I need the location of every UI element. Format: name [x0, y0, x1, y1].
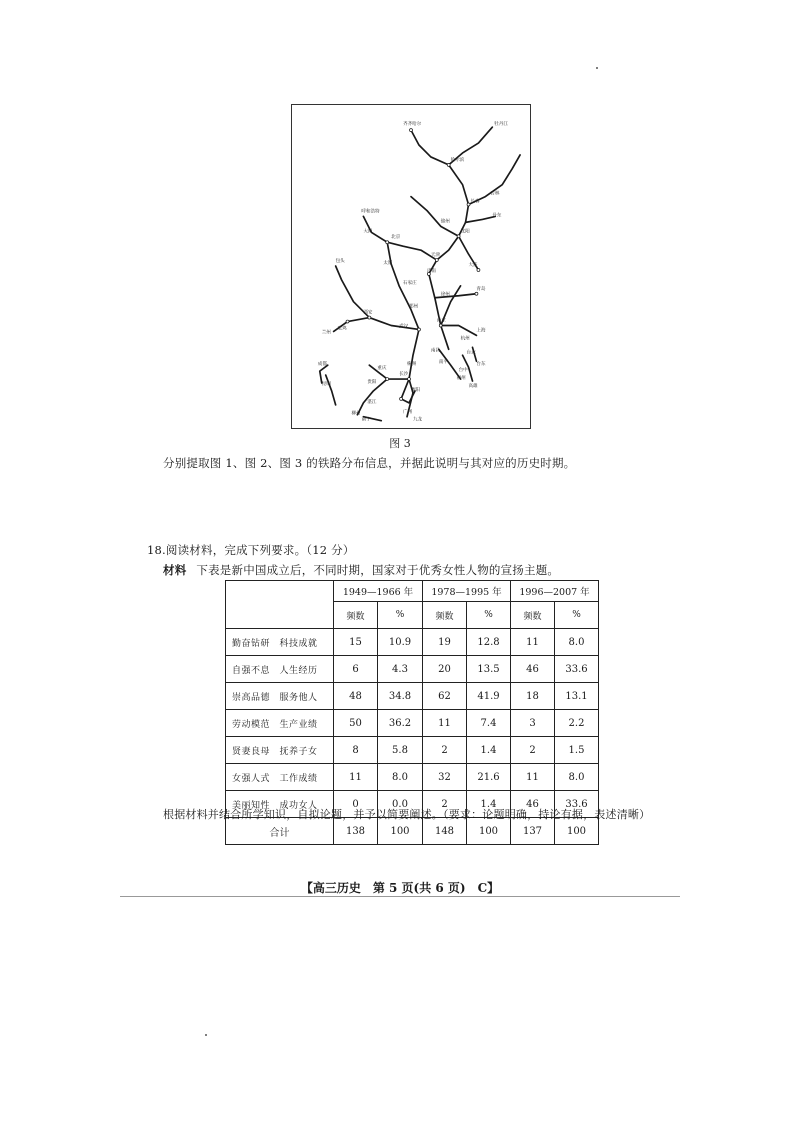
railway-map [291, 104, 531, 429]
material-text: 下表是新中国成立后，不同时期，国家对于优秀女性人物的宣扬主题。 [196, 563, 560, 577]
city-label: 武汉 [399, 324, 409, 330]
railway-lines [317, 127, 520, 421]
table-cell: 2 [423, 791, 467, 818]
table-cell: 8.0 [378, 764, 423, 791]
scan-speck [596, 67, 598, 69]
table-cell: 41.9 [467, 683, 511, 710]
city-label: 齐齐哈尔 [403, 122, 422, 128]
row-label: 合计 [226, 818, 334, 845]
page-footer: 【高三历史 第 5 页(共 6 页) C】 [300, 881, 500, 895]
material-intro [163, 562, 559, 578]
city-label: 徐州 [440, 292, 450, 298]
table-cell: 8.0 [555, 629, 599, 656]
city-label: 株洲 [407, 362, 417, 368]
city-label: 上海 [476, 328, 486, 334]
table-cell: 15 [334, 629, 378, 656]
railway-map-drawing [292, 105, 530, 428]
table-cell: 20 [423, 656, 467, 683]
table-header-periods [226, 581, 599, 602]
city-label: 石家庄 [403, 280, 417, 286]
question-18-title: 18.阅读材料，完成下列要求。（12 分） [147, 543, 355, 557]
city-label: 成都 [317, 362, 327, 368]
table-cell: 33.6 [555, 656, 599, 683]
table-cell: 148 [423, 818, 467, 845]
question-18-task: 根据材料并结合所学知识，自拟论题，并予以简要阐述。（要求：论题明确，持论有据，表述清晰） [163, 808, 651, 821]
table-row [226, 629, 599, 656]
period-header: 1949—1966 年 [334, 581, 423, 602]
table-cell: 13.5 [467, 656, 511, 683]
city-label: 湛江 [367, 399, 377, 405]
table-cell: 100 [378, 818, 423, 845]
table-cell: 2 [423, 737, 467, 764]
row-label: 勤奋钻研 科技成就 [226, 629, 334, 656]
table-row [226, 710, 599, 737]
period-header: 1996—2007 年 [511, 581, 599, 602]
table-cell: 19 [423, 629, 467, 656]
table-cell: 32 [423, 764, 467, 791]
city-label: 天津 [430, 253, 440, 259]
city-label: 牡丹江 [494, 122, 508, 128]
city-label: 宝鸡 [337, 326, 347, 332]
table-corner-cell [226, 581, 334, 629]
table-cell: 34.8 [378, 683, 423, 710]
table-cell: 46 [511, 656, 555, 683]
city-label: 哈尔滨 [450, 157, 465, 163]
city-label: 长沙 [399, 372, 409, 378]
table-cell: 8 [334, 737, 378, 764]
row-label: 贤妻良母 抚养子女 [226, 737, 334, 764]
sub-header: % [467, 602, 511, 629]
table-cell: 18 [511, 683, 555, 710]
table-row [226, 737, 599, 764]
city-label: 贵阳 [367, 380, 377, 386]
city-label: 高雄 [468, 383, 478, 389]
question-17-prompt: 分别提取图 1、图 2、图 3 的铁路分布信息，并据此说明与其对应的历史时期。 [163, 456, 576, 470]
city-label: 北京 [391, 235, 401, 241]
table-cell: 11 [423, 710, 467, 737]
city-label: 锦州 [440, 219, 450, 225]
table-cell: 36.2 [378, 710, 423, 737]
city-label: 吉林 [490, 191, 500, 197]
city-label: 台东 [476, 362, 486, 368]
footer-divider [120, 896, 680, 897]
city-label: 台北 [466, 350, 476, 356]
row-label: 崇高品德 服务他人 [226, 683, 334, 710]
table-cell: 10.9 [378, 629, 423, 656]
table-cell: 11 [334, 764, 378, 791]
city-label: 丹东 [492, 213, 502, 219]
table-cell: 137 [511, 818, 555, 845]
table-row [226, 683, 599, 710]
row-label: 自强不息 人生经历 [226, 656, 334, 683]
sub-header: % [555, 602, 599, 629]
table-cell: 46 [511, 791, 555, 818]
table-cell: 33.6 [555, 791, 599, 818]
city-label: 呼和浩特 [361, 209, 380, 215]
city-label: 衡阳 [411, 387, 421, 393]
table-row [226, 656, 599, 683]
table-cell: 3 [511, 710, 555, 737]
table-cell: 11 [511, 629, 555, 656]
city-label: 大连 [468, 263, 478, 269]
table-cell: 48 [334, 683, 378, 710]
city-label: 九龙 [412, 417, 423, 423]
table-cell: 2.2 [555, 710, 599, 737]
table-cell: 5.8 [378, 737, 423, 764]
scan-speck [205, 1034, 207, 1036]
sub-header: % [378, 602, 423, 629]
city-labels [318, 120, 509, 423]
city-label: 昆明 [321, 382, 331, 388]
city-label: 福州 [456, 376, 466, 382]
row-label: 劳动模范 生产业绩 [226, 710, 334, 737]
table-cell: 62 [423, 683, 467, 710]
city-label: 长春 [470, 199, 480, 205]
table-cell: 8.0 [555, 764, 599, 791]
table-cell: 100 [467, 818, 511, 845]
city-label: 南平 [438, 360, 448, 366]
table-cell: 13.1 [555, 683, 599, 710]
period-header: 1978—1995 年 [423, 581, 511, 602]
city-label: 南昌 [430, 348, 440, 354]
table-cell: 50 [334, 710, 378, 737]
row-label: 美丽知性 成功女人 [226, 791, 334, 818]
table-cell: 12.8 [467, 629, 511, 656]
city-label: 济南 [426, 268, 436, 274]
city-label: 杭州 [460, 336, 470, 342]
table-cell: 1.5 [555, 737, 599, 764]
city-label: 包头 [335, 259, 345, 265]
table-cell: 21.6 [467, 764, 511, 791]
city-label: 太原 [383, 261, 393, 267]
sub-header: 频数 [511, 602, 555, 629]
city-label: 沈阳 [460, 229, 470, 235]
city-label: 台中 [458, 368, 468, 374]
table-cell: 7.4 [467, 710, 511, 737]
table-row [226, 764, 599, 791]
city-label: 南宁 [361, 417, 371, 423]
sub-header: 频数 [334, 602, 378, 629]
table-cell: 1.4 [467, 737, 511, 764]
city-label: 青岛 [476, 286, 486, 292]
city-label: 郑州 [409, 304, 419, 310]
city-label: 广州 [403, 409, 413, 415]
table-cell: 0.0 [378, 791, 423, 818]
city-label: 大同 [363, 229, 373, 235]
table-cell: 1.4 [467, 791, 511, 818]
table-cell: 4.3 [378, 656, 423, 683]
table-cell: 6 [334, 656, 378, 683]
city-label: 兰州 [321, 330, 331, 336]
figure-caption: 图 3 [389, 437, 411, 450]
sub-header: 频数 [423, 602, 467, 629]
row-label: 女强人式 工作成绩 [226, 764, 334, 791]
city-label: 柳州 [351, 411, 361, 417]
table-cell: 0 [334, 791, 378, 818]
material-label: 材料 [163, 563, 187, 577]
table-cell: 100 [555, 818, 599, 845]
city-label: 南京 [436, 318, 446, 324]
table-cell: 11 [511, 764, 555, 791]
table-cell: 2 [511, 737, 555, 764]
table-cell: 138 [334, 818, 378, 845]
city-label: 西安 [363, 310, 373, 316]
city-label: 重庆 [377, 366, 387, 372]
